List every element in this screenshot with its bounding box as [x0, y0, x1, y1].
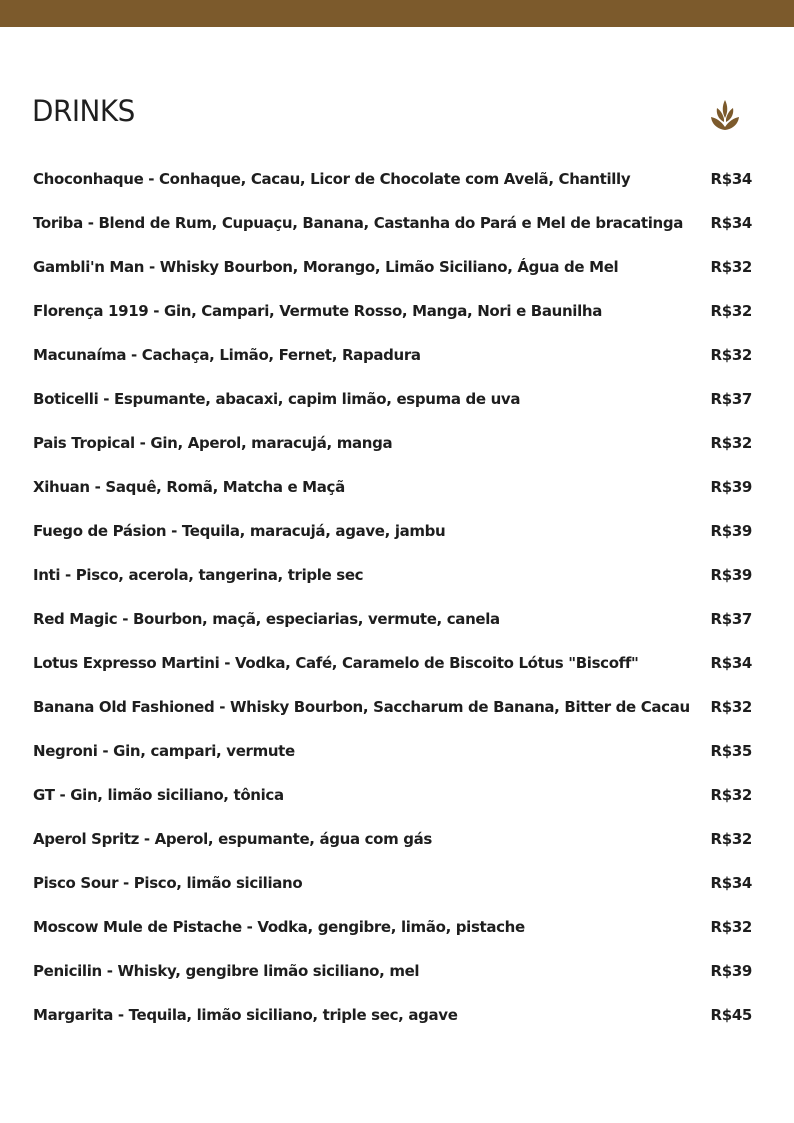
menu-item [0, 212, 794, 234]
drink-description: Choconhaque - Conhaque, Cacau, Licor de Chocolate com Avelã, Chantilly [33, 170, 631, 188]
drink-price: R$39 [710, 522, 752, 540]
drink-description: Xihuan - Saquê, Romã, Matcha e Maçã [33, 478, 345, 496]
menu-item [0, 256, 794, 278]
menu-item [0, 740, 794, 762]
drink-description: Inti - Pisco, acerola, tangerina, triple sec [33, 566, 364, 584]
menu-item [0, 168, 794, 190]
drink-description: Negroni - Gin, campari, vermute [33, 742, 295, 760]
page-title: DRINKS [32, 94, 135, 128]
drink-description: Toriba - Blend de Rum, Cupuaçu, Banana, Castanha do Pará e Mel de bracatinga [33, 214, 683, 232]
drink-price: R$37 [710, 390, 752, 408]
drink-price: R$32 [710, 830, 752, 848]
menu-item [0, 696, 794, 718]
drink-description: Margarita - Tequila, limão siciliano, triple sec, agave [33, 1006, 458, 1024]
drink-description: Florença 1919 - Gin, Campari, Vermute Rosso, Manga, Nori e Baunilha [33, 302, 602, 320]
menu-item [0, 652, 794, 674]
menu-item [0, 872, 794, 894]
drink-price: R$39 [710, 962, 752, 980]
drink-price: R$32 [710, 698, 752, 716]
drink-description: Banana Old Fashioned - Whisky Bourbon, Saccharum de Banana, Bitter de Cacau [33, 698, 690, 716]
drink-price: R$34 [710, 874, 752, 892]
drink-price: R$39 [710, 566, 752, 584]
drink-description: Red Magic - Bourbon, maçã, especiarias, vermute, canela [33, 610, 500, 628]
drink-description: Moscow Mule de Pistache - Vodka, gengibre, limão, pistache [33, 918, 525, 936]
drink-description: Lotus Expresso Martini - Vodka, Café, Caramelo de Biscoito Lótus "Biscoff" [33, 654, 639, 672]
drink-description: GT - Gin, limão siciliano, tônica [33, 786, 284, 804]
menu-item [0, 300, 794, 322]
drink-price: R$39 [710, 478, 752, 496]
menu-item [0, 960, 794, 982]
menu-item [0, 476, 794, 498]
menu-item [0, 432, 794, 454]
menu-item [0, 1004, 794, 1026]
drink-price: R$32 [710, 346, 752, 364]
drink-description: Penicilin - Whisky, gengibre limão siciliano, mel [33, 962, 420, 980]
drink-description: Macunaíma - Cachaça, Limão, Fernet, Rapadura [33, 346, 421, 364]
drink-price: R$32 [710, 918, 752, 936]
menu-item [0, 520, 794, 542]
drink-price: R$34 [710, 214, 752, 232]
drink-price: R$34 [710, 170, 752, 188]
drink-description: Aperol Spritz - Aperol, espumante, água com gás [33, 830, 433, 848]
drink-description: Pisco Sour - Pisco, limão siciliano [33, 874, 303, 892]
menu-item [0, 916, 794, 938]
drink-description: Pais Tropical - Gin, Aperol, maracujá, manga [33, 434, 393, 452]
drink-description: Fuego de Pásion - Tequila, maracujá, agave, jambu [33, 522, 446, 540]
drink-price: R$32 [710, 258, 752, 276]
drink-price: R$34 [710, 654, 752, 672]
drink-description: Gambli'n Man - Whisky Bourbon, Morango, Limão Siciliano, Água de Mel [33, 258, 619, 276]
menu-item [0, 608, 794, 630]
drink-price: R$37 [710, 610, 752, 628]
menu-item [0, 784, 794, 806]
menu-item [0, 388, 794, 410]
drink-price: R$32 [710, 434, 752, 452]
drink-price: R$35 [710, 742, 752, 760]
drink-price: R$45 [710, 1006, 752, 1024]
menu-item [0, 564, 794, 586]
menu-item [0, 344, 794, 366]
drink-description: Boticelli - Espumante, abacaxi, capim limão, espuma de uva [33, 390, 521, 408]
drink-price: R$32 [710, 302, 752, 320]
menu-item [0, 828, 794, 850]
drink-price: R$32 [710, 786, 752, 804]
